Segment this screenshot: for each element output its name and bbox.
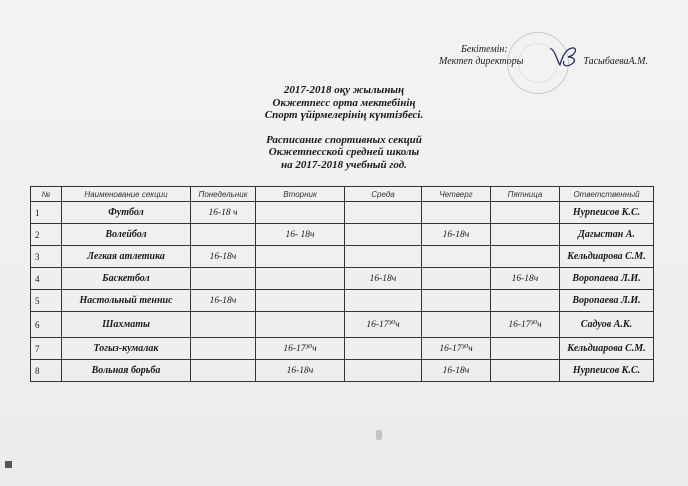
monday-time: [191, 312, 256, 338]
responsible-person: Кельдиарова С.М.: [560, 246, 654, 268]
approval-heading: Бекітемін:: [461, 44, 508, 55]
wednesday-time: [345, 202, 422, 224]
section-name: Волейбол: [62, 224, 191, 246]
responsible-person: Воропаева Л.И.: [560, 290, 654, 312]
paper-mark: [376, 430, 382, 440]
thursday-time: [422, 268, 491, 290]
table-row: [31, 224, 654, 246]
table-row: [31, 360, 654, 382]
section-name: Баскетбол: [62, 268, 191, 290]
director-name: ТасыбаеваА.М.: [583, 56, 648, 67]
thursday-time: [422, 246, 491, 268]
thursday-time: 16-18ч: [422, 224, 491, 246]
wednesday-time: [345, 290, 422, 312]
director-role: Мектеп директоры: [439, 56, 524, 67]
monday-time: [191, 338, 256, 360]
header-wednesday: Среда: [345, 187, 422, 202]
section-name: Тогыз-кумалак: [62, 338, 191, 360]
tuesday-time: 16- 18ч: [256, 224, 345, 246]
section-name: Шахматы: [62, 312, 191, 338]
title-ru-2: Окжетпесской средней школы: [268, 146, 420, 158]
friday-time: 16-17³⁰ч: [491, 312, 560, 338]
section-name: Вольная борьба: [62, 360, 191, 382]
header-thursday: Четверг: [422, 187, 491, 202]
monday-time: [191, 268, 256, 290]
header-section: Наименование секции: [62, 187, 191, 202]
thursday-time: 16-18ч: [422, 360, 491, 382]
tuesday-time: 16-17³⁰ч: [256, 338, 345, 360]
table-row: [31, 338, 654, 360]
row-number: 4: [31, 268, 62, 290]
thursday-time: [422, 312, 491, 338]
tuesday-time: [256, 268, 345, 290]
friday-time: [491, 246, 560, 268]
monday-time: 16-18 ч: [191, 202, 256, 224]
section-name: Легкая атлетика: [62, 246, 191, 268]
row-number: 1: [31, 202, 62, 224]
section-name: Футбол: [62, 202, 191, 224]
title-kz-3: Спорт үйірмелерінің күнтізбесі.: [264, 109, 424, 121]
friday-time: [491, 290, 560, 312]
friday-time: [491, 224, 560, 246]
tuesday-time: [256, 202, 345, 224]
responsible-person: Нурпеисов К.С.: [560, 360, 654, 382]
wednesday-time: 16-18ч: [345, 268, 422, 290]
title-ru-1: Расписание спортивных секций: [266, 133, 422, 146]
approval-block: [439, 44, 648, 68]
monday-time: [191, 224, 256, 246]
thursday-time: 16-17³⁰ч: [422, 338, 491, 360]
scan-speck: [5, 461, 12, 468]
approval-signatory: [439, 56, 648, 68]
tuesday-time: [256, 312, 345, 338]
row-number: 5: [31, 290, 62, 312]
table-row: [31, 290, 654, 312]
wednesday-time: [345, 338, 422, 360]
friday-time: 16-18ч: [491, 268, 560, 290]
monday-time: 16-18ч: [191, 246, 256, 268]
title-kz-2: Окжетпесс орта мектебінің: [272, 96, 416, 109]
row-number: 8: [31, 360, 62, 382]
friday-time: [491, 338, 560, 360]
thursday-time: [422, 290, 491, 312]
schedule-table: [30, 186, 654, 382]
responsible-person: Нурпеисов К.С.: [560, 202, 654, 224]
document-title: [0, 84, 688, 171]
row-number: 6: [31, 312, 62, 338]
tuesday-time: [256, 246, 345, 268]
tuesday-time: [256, 290, 345, 312]
responsible-person: Кельдиарова С.М.: [560, 338, 654, 360]
table-row: [31, 312, 654, 338]
row-number: 3: [31, 246, 62, 268]
thursday-time: [422, 202, 491, 224]
friday-time: [491, 202, 560, 224]
wednesday-time: [345, 360, 422, 382]
friday-time: [491, 360, 560, 382]
responsible-person: Садуов А.К.: [560, 312, 654, 338]
table-row: [31, 268, 654, 290]
row-number: 2: [31, 224, 62, 246]
header-responsible: Ответственный: [560, 187, 654, 202]
header-friday: Пятница: [491, 187, 560, 202]
header-number: №: [31, 187, 62, 202]
monday-time: [191, 360, 256, 382]
table-row: [31, 202, 654, 224]
responsible-person: Дагыстан А.: [560, 224, 654, 246]
wednesday-time: [345, 246, 422, 268]
row-number: 7: [31, 338, 62, 360]
header-tuesday: Вторник: [256, 187, 345, 202]
header-monday: Понедельник: [191, 187, 256, 202]
title-ru-3: на 2017-2018 учебный год.: [281, 158, 407, 171]
responsible-person: Воропаева Л.И.: [560, 268, 654, 290]
section-name: Настольный теннис: [62, 290, 191, 312]
title-kz-1: 2017-2018 оқу жылының: [283, 84, 405, 96]
monday-time: 16-18ч: [191, 290, 256, 312]
table-header-row: [31, 187, 654, 202]
wednesday-time: [345, 224, 422, 246]
wednesday-time: 16-17³⁰ч: [345, 312, 422, 338]
table-row: [31, 246, 654, 268]
tuesday-time: 16-18ч: [256, 360, 345, 382]
